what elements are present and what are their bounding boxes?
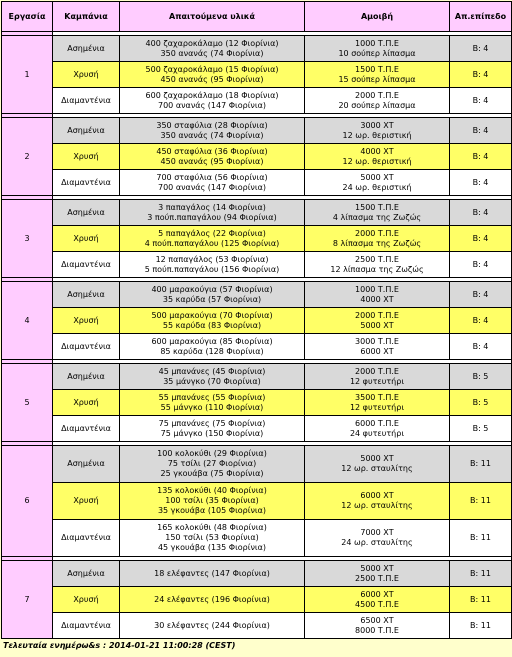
material-line: 45 γκουάβα (135 Φιορίνια) <box>157 543 267 552</box>
material-line: 500 ζαχαροκάλαμο (15 Φιορίνια) <box>145 64 279 74</box>
required-level: Β: 4 <box>450 252 512 278</box>
campaign-name: Ασημένια <box>53 200 120 226</box>
reward-line: 2500 Τ.Π.Ε <box>355 254 399 264</box>
reward-line: 8 λίπασμα της Ζωζώς <box>332 238 422 248</box>
table-row <box>2 36 512 62</box>
task-number: 3 <box>2 200 53 278</box>
required-materials <box>120 520 305 557</box>
task-number: 5 <box>2 364 53 442</box>
header-task: Εργασία <box>2 2 53 32</box>
reward-line: 3000 Τ.Π.Ε <box>355 336 399 346</box>
material-line: 450 ανανάς (95 Φιορίνια) <box>160 74 264 84</box>
campaign-name: Χρυσή <box>53 587 120 613</box>
table-row <box>2 416 512 442</box>
required-materials <box>120 118 305 144</box>
campaign-name: Χρυσή <box>53 483 120 520</box>
table-row <box>2 334 512 360</box>
reward <box>305 170 450 196</box>
required-level: Β: 4 <box>450 308 512 334</box>
reward-line: 2000 Τ.Π.Ε <box>355 310 399 320</box>
reward <box>305 364 450 390</box>
required-materials <box>120 613 305 639</box>
table-row <box>2 200 512 226</box>
reward-line: 6000 ΧΤ <box>360 589 394 599</box>
material-line: 55 μπανάνες (55 Φιορίνια) <box>158 392 266 402</box>
campaign-name: Χρυσή <box>53 62 120 88</box>
reward <box>305 118 450 144</box>
material-line: 350 ανανάς (74 Φιορίνια) <box>160 48 264 58</box>
material-line: 450 ανανάς (95 Φιορίνια) <box>160 156 264 166</box>
table-row <box>2 252 512 278</box>
campaign-name: Χρυσή <box>53 144 120 170</box>
reward <box>305 88 450 114</box>
material-line: 35 καρύδα (57 Φιορίνια) <box>162 294 262 304</box>
material-line: 75 μπανάνες (75 Φιορίνια) <box>158 418 266 428</box>
table-row <box>2 613 512 639</box>
required-level: Β: 4 <box>450 282 512 308</box>
required-materials <box>120 587 305 613</box>
campaign-name: Ασημένια <box>53 446 120 483</box>
table-row <box>2 364 512 390</box>
campaign-name: Διαμαντένια <box>53 520 120 557</box>
material-line: 350 ανανάς (74 Φιορίνια) <box>160 130 264 140</box>
material-line: 5 παπαγάλος (22 Φιορίνια) <box>158 228 266 238</box>
reward-line: 4 λίπασμα της Ζωζώς <box>332 212 422 222</box>
material-line: 3 παπαγάλος (14 Φιορίνια) <box>158 202 266 212</box>
required-level: Β: 5 <box>450 416 512 442</box>
reward-line: 3500 Τ.Π.Ε <box>355 392 399 402</box>
reward-line: 2000 Τ.Π.Ε <box>355 90 399 100</box>
reward-line: 4000 ΧΤ <box>360 294 394 304</box>
reward-line: 12 ωρ. σταυλίτης <box>341 464 413 473</box>
material-line: 12 παπαγάλος (53 Φιορίνια) <box>155 254 269 264</box>
material-line: 35 μάνγκο (70 Φιορίνια) <box>163 376 261 386</box>
required-materials <box>120 36 305 62</box>
last-updated: Τελευταία ενημέρω&s : 2014-01-21 11:00:28 (CEST) <box>3 641 236 650</box>
required-materials <box>120 282 305 308</box>
material-line: 45 μπανάνες (45 Φιορίνια) <box>158 366 266 376</box>
material-line: 400 ζαχαροκάλαμο (12 Φιορίνια) <box>145 38 279 48</box>
reward-line: 12 ωρ. σταυλίτης <box>341 501 413 510</box>
reward-line: 12 ωρ. θεριστική <box>342 130 412 140</box>
header-reward: Αμοιβή <box>305 2 450 32</box>
reward-line: 7000 ΧΤ <box>360 528 394 537</box>
material-line: 700 ανανάς (147 Φιορίνια) <box>158 100 266 110</box>
header-materials: Απαιτούμενα υλικά <box>120 2 305 32</box>
reward-line: 4000 ΧΤ <box>360 146 394 156</box>
material-line: 4 πούπ.παπαγάλου (125 Φιορίνια) <box>144 238 280 248</box>
table-row <box>2 62 512 88</box>
material-line: 500 μαρακούγια (70 Φιορίνια) <box>151 310 273 320</box>
reward-line: 8000 Τ.Π.Ε <box>355 625 399 635</box>
required-level: Β: 4 <box>450 226 512 252</box>
table-row <box>2 118 512 144</box>
reward <box>305 561 450 587</box>
table-row <box>2 226 512 252</box>
reward <box>305 390 450 416</box>
material-line: 165 κολοκύθι (48 Φιορίνια) <box>157 523 267 532</box>
required-materials <box>120 144 305 170</box>
material-line: 35 γκουάβα (105 Φιορίνια) <box>157 506 267 515</box>
campaign-name: Χρυσή <box>53 226 120 252</box>
reward <box>305 416 450 442</box>
task-number: 2 <box>2 118 53 196</box>
table-row <box>2 88 512 114</box>
required-level: Β: 5 <box>450 390 512 416</box>
table-row <box>2 520 512 557</box>
required-materials <box>120 446 305 483</box>
required-level: Β: 4 <box>450 200 512 226</box>
reward <box>305 144 450 170</box>
required-materials <box>120 62 305 88</box>
required-level: Β: 11 <box>450 587 512 613</box>
required-level: Β: 5 <box>450 364 512 390</box>
reward-line: 12 ωρ. θεριστική <box>342 156 412 166</box>
table-row <box>2 170 512 196</box>
task-number: 4 <box>2 282 53 360</box>
material-line: 600 μαρακούγια (85 Φιορίνια) <box>151 336 273 346</box>
reward-line: 12 φυτευτήρι <box>349 402 405 412</box>
required-level: Β: 4 <box>450 144 512 170</box>
required-level: Β: 11 <box>450 520 512 557</box>
required-level: Β: 4 <box>450 36 512 62</box>
required-level: Β: 11 <box>450 446 512 483</box>
table-row <box>2 282 512 308</box>
reward <box>305 62 450 88</box>
material-line: 55 μάνγκο (110 Φιορίνια) <box>160 402 264 412</box>
table-row <box>2 446 512 483</box>
table-row <box>2 144 512 170</box>
reward-line: 1500 Τ.Π.Ε <box>355 202 399 212</box>
material-line: 100 τσίλι (35 Φιορίνια) <box>165 496 259 505</box>
reward-line: 1500 Τ.Π.Ε <box>355 64 399 74</box>
campaign-name: Διαμαντένια <box>53 416 120 442</box>
reward <box>305 308 450 334</box>
material-line: 24 ελέφαντες (196 Φιορίνια) <box>154 594 270 604</box>
reward-line: 5000 ΧΤ <box>360 454 394 463</box>
reward-line: 20 σούπερ λίπασμα <box>338 100 416 110</box>
material-line: 450 σταφύλια (36 Φιορίνια) <box>156 146 268 156</box>
table-row <box>2 483 512 520</box>
reward-line: 6000 ΧΤ <box>360 346 394 356</box>
required-materials <box>120 200 305 226</box>
reward-line: 4500 Τ.Π.Ε <box>355 599 399 609</box>
campaign-name: Χρυσή <box>53 308 120 334</box>
required-materials <box>120 334 305 360</box>
required-level: Β: 4 <box>450 170 512 196</box>
material-line: 5 πούπ.παπαγάλου (156 Φιορίνια) <box>144 264 280 274</box>
reward-line: 6500 ΧΤ <box>360 615 394 625</box>
reward <box>305 613 450 639</box>
material-line: 55 καρύδα (83 Φιορίνια) <box>162 320 262 330</box>
required-level: Β: 11 <box>450 613 512 639</box>
tasks-table <box>1 1 512 639</box>
reward-line: 5000 ΧΤ <box>360 172 394 182</box>
required-level: Β: 4 <box>450 334 512 360</box>
table-row <box>2 390 512 416</box>
material-line: 700 σταφύλια (56 Φιορίνια) <box>156 172 268 182</box>
campaign-name: Διαμαντένια <box>53 88 120 114</box>
required-materials <box>120 483 305 520</box>
campaign-name: Χρυσή <box>53 390 120 416</box>
campaign-name: Διαμαντένια <box>53 170 120 196</box>
reward-line: 2000 Τ.Π.Ε <box>355 366 399 376</box>
task-number: 6 <box>2 446 53 557</box>
tasks-body <box>2 32 512 639</box>
campaign-name: Ασημένια <box>53 364 120 390</box>
reward-line: 12 φυτευτήρι <box>349 376 405 386</box>
reward-line: 6000 ΧΤ <box>360 491 394 500</box>
reward-line: 24 φυτευτήρι <box>349 428 405 438</box>
table-row <box>2 308 512 334</box>
required-materials <box>120 416 305 442</box>
reward <box>305 252 450 278</box>
material-line: 100 κολοκύθι (29 Φιορίνια) <box>157 449 267 458</box>
reward-line: 5000 ΧΤ <box>360 563 394 573</box>
reward <box>305 36 450 62</box>
material-line: 3 πούπ.παπαγάλου (94 Φιορίνια) <box>147 212 277 222</box>
material-line: 700 ανανάς (147 Φιορίνια) <box>158 182 266 192</box>
reward-line: 10 σούπερ λίπασμα <box>338 48 416 58</box>
campaign-name: Ασημένια <box>53 118 120 144</box>
required-level: Β: 11 <box>450 483 512 520</box>
required-materials <box>120 390 305 416</box>
reward-line: 2000 Τ.Π.Ε <box>355 228 399 238</box>
reward-line: 5000 ΧΤ <box>360 320 394 330</box>
required-materials <box>120 561 305 587</box>
table-row <box>2 561 512 587</box>
task-number: 7 <box>2 561 53 639</box>
reward-line: 24 ωρ. σταυλίτης <box>341 538 413 547</box>
reward-line: 6000 Τ.Π.Ε <box>355 418 399 428</box>
required-level: Β: 4 <box>450 118 512 144</box>
required-materials <box>120 226 305 252</box>
reward <box>305 520 450 557</box>
required-materials <box>120 364 305 390</box>
campaign-name: Διαμαντένια <box>53 613 120 639</box>
reward-line: 1000 Τ.Π.Ε <box>355 284 399 294</box>
reward <box>305 282 450 308</box>
material-line: 135 κολοκύθι (40 Φιορίνια) <box>157 486 267 495</box>
material-line: 25 γκουάβα (75 Φιορίνια) <box>160 469 264 478</box>
required-materials <box>120 170 305 196</box>
material-line: 30 ελέφαντες (244 Φιορίνια) <box>154 620 270 630</box>
required-level: Β: 11 <box>450 561 512 587</box>
reward-line: 24 ωρ. θεριστική <box>342 182 412 192</box>
reward-line: 3000 ΧΤ <box>360 120 394 130</box>
required-level: Β: 4 <box>450 88 512 114</box>
reward-line: 2500 Τ.Π.Ε <box>355 573 399 583</box>
material-line: 18 ελέφαντες (147 Φιορίνια) <box>154 568 270 578</box>
reward <box>305 446 450 483</box>
header-level: Απ.επίπεδο <box>450 2 512 32</box>
campaign-name: Διαμαντένια <box>53 334 120 360</box>
reward-line: 1000 Τ.Π.Ε <box>355 38 399 48</box>
header-campaign: Καμπάνια <box>53 2 120 32</box>
campaign-name: Διαμαντένια <box>53 252 120 278</box>
reward <box>305 587 450 613</box>
required-materials <box>120 308 305 334</box>
required-materials <box>120 252 305 278</box>
material-line: 75 μάνγκο (150 Φιορίνια) <box>160 428 264 438</box>
reward-line: 15 σούπερ λίπασμα <box>338 74 416 84</box>
reward <box>305 483 450 520</box>
task-number: 1 <box>2 36 53 114</box>
material-line: 150 τσίλι (53 Φιορίνια) <box>165 533 259 542</box>
reward <box>305 334 450 360</box>
table-header-row <box>2 2 512 32</box>
material-line: 400 μαρακούγια (57 Φιορίνια) <box>151 284 273 294</box>
campaign-name: Ασημένια <box>53 561 120 587</box>
material-line: 85 καρύδα (128 Φιορίνια) <box>160 346 264 356</box>
campaign-name: Ασημένια <box>53 36 120 62</box>
reward <box>305 226 450 252</box>
material-line: 350 σταφύλια (28 Φιορίνια) <box>156 120 268 130</box>
material-line: 75 τσίλι (27 Φιορίνια) <box>167 459 257 468</box>
reward-line: 12 λίπασμα της Ζωζώς <box>330 264 424 274</box>
reward <box>305 200 450 226</box>
table-row <box>2 587 512 613</box>
campaign-name: Ασημένια <box>53 282 120 308</box>
material-line: 600 ζαχαροκάλαμο (18 Φιορίνια) <box>145 90 279 100</box>
required-level: Β: 4 <box>450 62 512 88</box>
required-materials <box>120 88 305 114</box>
